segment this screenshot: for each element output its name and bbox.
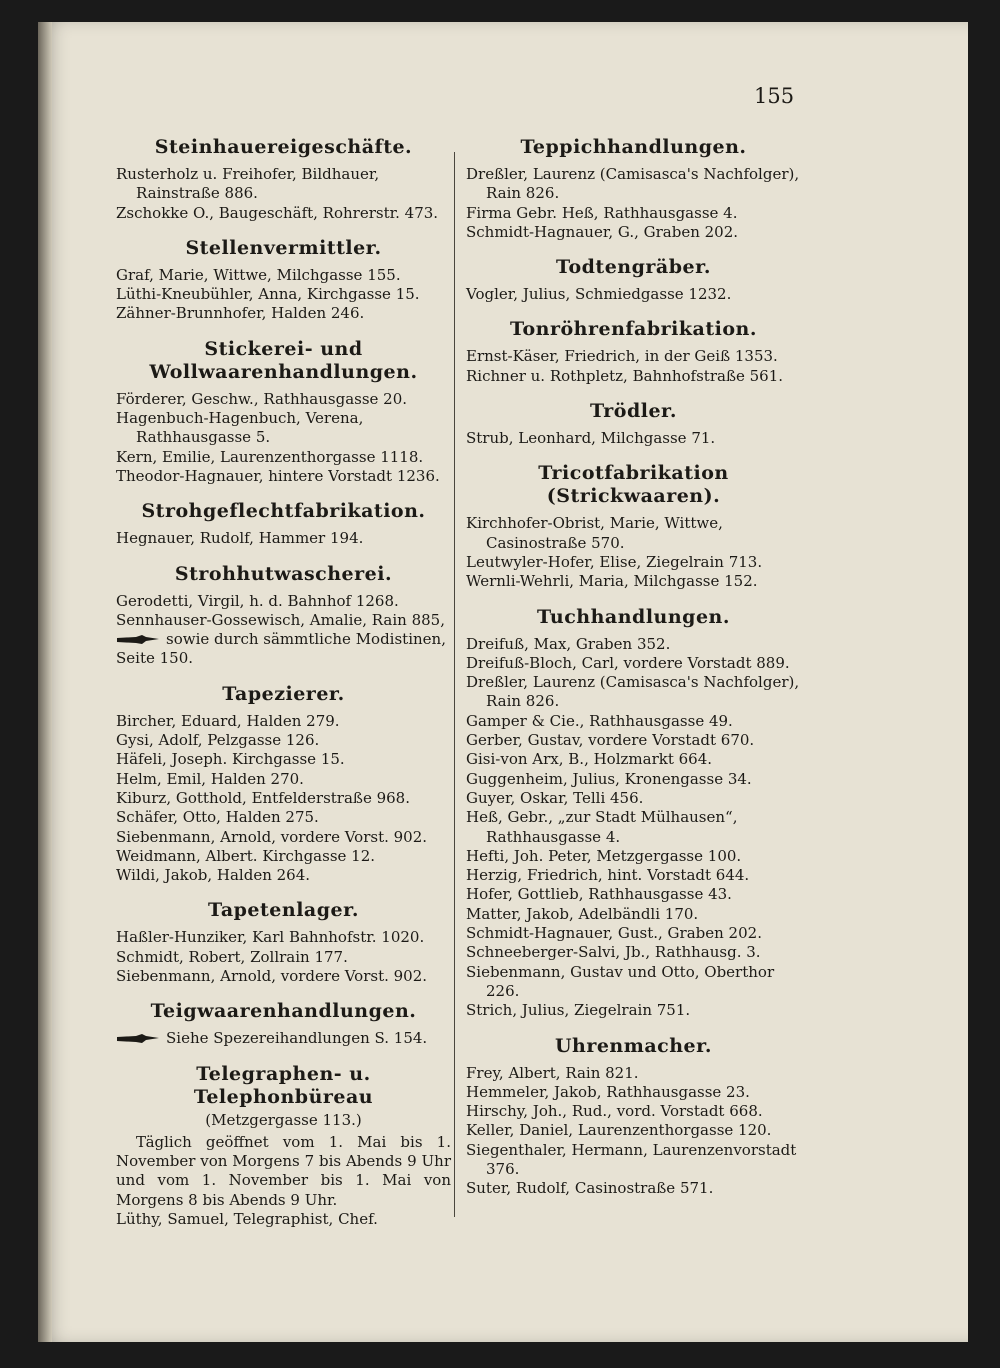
section-heading: Teigwaarenhandlungen. bbox=[150, 1000, 417, 1023]
directory-entry: Siebenmann, Gustav und Otto, Oberthor 226. bbox=[466, 962, 775, 1000]
directory-entry: Ernst-Käser, Friedrich, in der Geiß 1353. bbox=[466, 347, 778, 366]
directory-entry: Leutwyler-Hofer, Elise, Ziegelrain 713. bbox=[466, 552, 763, 571]
directory-entry: Gamper & Cie., Rathhausgasse 49. bbox=[466, 711, 733, 730]
column-divider bbox=[454, 152, 455, 1217]
directory-entry: Theodor-Hagnauer, hintere Vorstadt 1236. bbox=[116, 466, 440, 485]
directory-section bbox=[116, 1000, 451, 1048]
directory-section bbox=[116, 1063, 451, 1229]
directory-entry: Guyer, Oskar, Telli 456. bbox=[466, 788, 644, 807]
directory-entry: Siebenmann, Arnold, vordere Vorst. 902. bbox=[116, 967, 428, 986]
directory-section bbox=[116, 338, 451, 486]
right-column bbox=[466, 122, 801, 1199]
section-heading: Steinhauereigeschäfte. bbox=[154, 136, 413, 158]
directory-entry: Haßler-Hunziker, Karl Bahnhofstr. 1020. bbox=[116, 928, 425, 947]
directory-section bbox=[116, 237, 451, 324]
directory-entry: Schäfer, Otto, Halden 275. bbox=[116, 808, 319, 827]
directory-entry: Hofer, Gottlieb, Rathhausgasse 43. bbox=[466, 885, 732, 904]
pointing-hand-icon bbox=[116, 634, 160, 646]
section-heading: Todtengräber. bbox=[556, 256, 711, 279]
directory-entry: Wildi, Jakob, Halden 264. bbox=[116, 866, 311, 885]
directory-section bbox=[466, 462, 801, 591]
directory-entry: Siegenthaler, Hermann, Laurenzenvorstadt 376. bbox=[466, 1140, 797, 1178]
section-heading: Stellenvermittler. bbox=[185, 236, 382, 259]
section-heading: Trödler. bbox=[590, 400, 677, 423]
page-gutter bbox=[38, 22, 52, 1342]
section-heading: Tapezierer. bbox=[222, 682, 345, 705]
directory-section bbox=[116, 683, 451, 886]
directory-entry: Schmidt-Hagnauer, Gust., Graben 202. bbox=[466, 924, 762, 943]
directory-entry: Schmidt, Robert, Zollrain 177. bbox=[116, 947, 348, 966]
directory-entry: Suter, Rudolf, Casinostraße 571. bbox=[466, 1179, 714, 1198]
directory-entry: Förderer, Geschw., Rathhausgasse 20. bbox=[116, 389, 408, 408]
directory-section bbox=[466, 1035, 801, 1199]
directory-entry: Hegnauer, Rudolf, Hammer 194. bbox=[116, 529, 364, 548]
directory-entry: Kiburz, Gotthold, Entfelderstraße 968. bbox=[116, 788, 410, 807]
directory-entry: Gysi, Adolf, Pelzgasse 126. bbox=[116, 731, 320, 750]
directory-entry: Dreßler, Laurenz (Camisasca's Nachfolger), Rain 826. bbox=[466, 165, 800, 203]
directory-entry: Frey, Albert, Rain 821. bbox=[466, 1063, 639, 1082]
directory-entry: Hagenbuch-Hagenbuch, Verena, Rathhausgasse 5. bbox=[116, 409, 364, 447]
directory-section bbox=[466, 318, 801, 386]
section-heading: Tricotfabrikation (Strickwaaren). bbox=[538, 462, 729, 508]
directory-section bbox=[466, 136, 801, 242]
cross-reference-text: sowie durch sämmtliche Modistinen, Seite 150. bbox=[116, 630, 446, 668]
section-heading: Stickerei- und Wollwaarenhandlungen. bbox=[149, 337, 418, 383]
cross-reference-note bbox=[116, 1029, 451, 1048]
directory-section bbox=[116, 136, 451, 223]
directory-entry: Sennhauser-Gossewisch, Amalie, Rain 885, bbox=[116, 610, 445, 629]
section-paragraph: Täglich geöffnet vom 1. Mai bis 1. November von Morgens 7 bis Abends 9 Uhr und vom 1. November bis 1. Mai von Morgens 8 bis Abends 9 Uhr. bbox=[116, 1132, 451, 1209]
directory-entry: Bircher, Eduard, Halden 279. bbox=[116, 711, 340, 730]
cross-reference-text: Siehe Spezereihandlungen S. 154. bbox=[166, 1029, 428, 1048]
section-heading: Tapetenlager. bbox=[208, 899, 359, 922]
directory-entry: Herzig, Friedrich, hint. Vorstadt 644. bbox=[466, 866, 750, 885]
section-heading: Tonröhrenfabrikation. bbox=[510, 318, 757, 341]
directory-entry: Graf, Marie, Wittwe, Milchgasse 155. bbox=[116, 265, 401, 284]
directory-section bbox=[466, 256, 801, 304]
pointing-hand-icon bbox=[116, 1033, 160, 1045]
directory-entry: Gerber, Gustav, vordere Vorstadt 670. bbox=[466, 731, 755, 750]
directory-entry: Strub, Leonhard, Milchgasse 71. bbox=[466, 429, 716, 448]
directory-entry: Weidmann, Albert. Kirchgasse 12. bbox=[116, 846, 376, 865]
directory-entry: Rusterholz u. Freihofer, Bildhauer, Rainstraße 886. bbox=[116, 165, 380, 203]
directory-entry: Hefti, Joh. Peter, Metzgergasse 100. bbox=[466, 846, 742, 865]
section-heading: Telegraphen- u. Telephonbüreau bbox=[193, 1062, 374, 1108]
directory-entry: Hemmeler, Jakob, Rathhausgasse 23. bbox=[466, 1082, 750, 1101]
directory-entry: Wernli-Wehrli, Maria, Milchgasse 152. bbox=[466, 572, 758, 591]
directory-section bbox=[116, 500, 451, 548]
section-heading: Uhrenmacher. bbox=[554, 1034, 713, 1057]
directory-entry: Kirchhofer-Obrist, Marie, Wittwe, Casinostraße 570. bbox=[466, 514, 723, 552]
directory-section bbox=[116, 563, 451, 669]
directory-entry: Häfeli, Joseph. Kirchgasse 15. bbox=[116, 750, 345, 769]
directory-entry: Firma Gebr. Heß, Rathhausgasse 4. bbox=[466, 203, 738, 222]
directory-entry: Schmidt-Hagnauer, G., Graben 202. bbox=[466, 222, 739, 241]
directory-entry: Gerodetti, Virgil, h. d. Bahnhof 1268. bbox=[116, 591, 399, 610]
directory-entry: Heß, Gebr., „zur Stadt Mülhausen“, Rathhausgasse 4. bbox=[466, 808, 738, 846]
directory-entry: Kern, Emilie, Laurenzenthorgasse 1118. bbox=[116, 447, 424, 466]
page-number: 155 bbox=[754, 84, 795, 108]
directory-entry: Dreßler, Laurenz (Camisasca's Nachfolger), Rain 826. bbox=[466, 673, 800, 711]
directory-entry: Dreifuß, Max, Graben 352. bbox=[466, 634, 671, 653]
directory-entry: Zschokke O., Baugeschäft, Rohrerstr. 473. bbox=[116, 203, 439, 222]
directory-section bbox=[466, 606, 801, 1021]
book-page bbox=[38, 22, 968, 1342]
directory-entry: Helm, Emil, Halden 270. bbox=[116, 769, 304, 788]
directory-entry: Schneeberger-Salvi, Jb., Rathhausg. 3. bbox=[466, 943, 761, 962]
directory-entry: Gisi-von Arx, B., Holzmarkt 664. bbox=[466, 750, 713, 769]
section-subheading: (Metzgergasse 113.) bbox=[205, 1110, 362, 1129]
directory-entry: Siebenmann, Arnold, vordere Vorst. 902. bbox=[116, 827, 428, 846]
directory-entry: Zähner-Brunnhofer, Halden 246. bbox=[116, 304, 365, 323]
directory-section bbox=[116, 899, 451, 986]
directory-entry: Matter, Jakob, Adelbändli 170. bbox=[466, 904, 699, 923]
directory-entry: Lüthi-Kneubühler, Anna, Kirchgasse 15. bbox=[116, 285, 420, 304]
directory-entry: Vogler, Julius, Schmiedgasse 1232. bbox=[466, 285, 732, 304]
left-column bbox=[116, 122, 451, 1229]
section-heading: Strohgeflechtfabrikation. bbox=[141, 500, 426, 523]
section-heading: Teppichhandlungen. bbox=[520, 136, 747, 158]
directory-entry: Strich, Julius, Ziegelrain 751. bbox=[466, 1001, 691, 1020]
directory-section bbox=[466, 400, 801, 448]
directory-entry: Guggenheim, Julius, Kronengasse 34. bbox=[466, 769, 752, 788]
directory-entry: Hirschy, Joh., Rud., vord. Vorstadt 668. bbox=[466, 1102, 763, 1121]
directory-entry: Keller, Daniel, Laurenzenthorgasse 120. bbox=[466, 1121, 772, 1140]
directory-entry: Dreifuß-Bloch, Carl, vordere Vorstadt 889. bbox=[466, 653, 790, 672]
section-heading: Strohhutwascherei. bbox=[174, 562, 393, 585]
cross-reference-note bbox=[116, 630, 451, 669]
section-heading: Tuchhandlungen. bbox=[537, 605, 730, 628]
directory-entry: Richner u. Rothpletz, Bahnhofstraße 561. bbox=[466, 366, 784, 385]
directory-entry: Lüthy, Samuel, Telegraphist, Chef. bbox=[116, 1209, 378, 1228]
